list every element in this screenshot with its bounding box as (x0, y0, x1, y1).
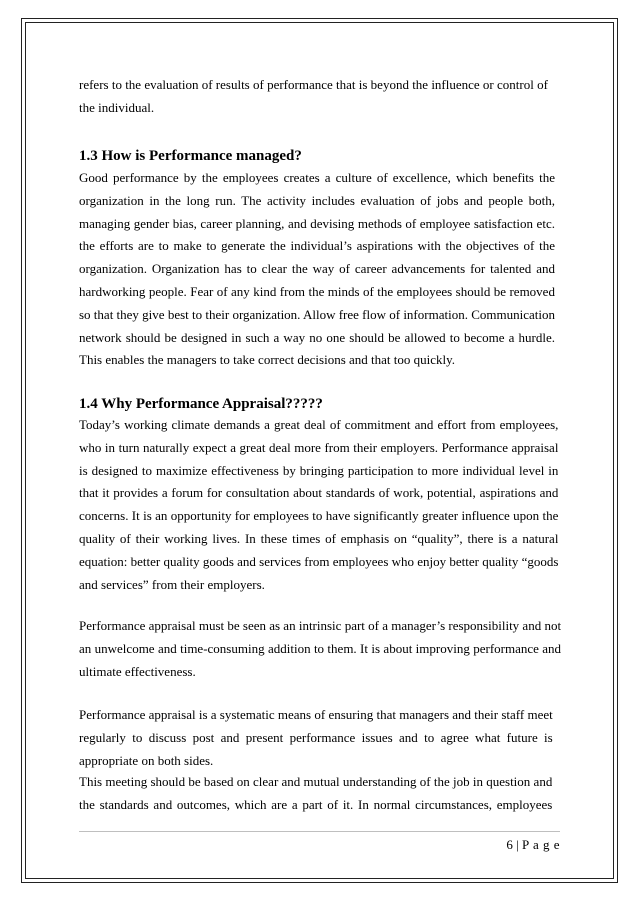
text-line: This meeting should be based on clear and mutual understanding of the job in question and (79, 774, 553, 789)
text-line: that it provides a forum for consultation about standards of work, potential, aspirations and (79, 485, 559, 501)
text-line: the efforts are to make to generate the individual’s aspirations with the objectives of the (79, 238, 555, 254)
section-1-4-paragraph-1 (79, 414, 558, 596)
text-line: This enables the managers to take correct decisions and that too quickly. (79, 352, 456, 368)
text-line: concerns. It is an opportunity for employees to have significantly greater influence upon the (79, 508, 559, 524)
footer-divider (79, 831, 560, 832)
text-line: refers to the evaluation of results of performance that is beyond the influence or control of (79, 77, 548, 92)
page-number: 6 (506, 837, 513, 852)
section-heading-1-4: 1.4 Why Performance Appraisal????? (79, 396, 323, 412)
text-line: so that they give best to their organization. Allow free flow of information. Communication (79, 306, 555, 322)
page-label: P a g e (521, 837, 560, 852)
text-line: Performance appraisal must be seen as an intrinsic part of a manager’s responsibility and not (79, 618, 562, 633)
text-line: organization. Organization has to clear the way of career advancements for talented and (79, 261, 555, 277)
text-line: the individual. (79, 99, 155, 115)
text-line: Performance appraisal is a systematic means of ensuring that managers and their staff meet (79, 707, 553, 722)
section-1-4-paragraph-2 (79, 615, 561, 683)
page-separator: | (516, 837, 519, 852)
section-1-4-paragraph-4 (79, 771, 552, 817)
text-line: the standards and outcomes, which are a part of it. In normal circumstances, employees (79, 796, 553, 812)
text-line: Good performance by the employees creates a culture of excellence, which benefits the (79, 170, 555, 185)
text-line: equation: better quality goods and services from employees who enjoy better quality “goods (79, 553, 559, 569)
text-line: and services” from their employers. (79, 576, 265, 592)
text-line: managing gender bias, career planning, and devising methods of employee satisfaction etc. (79, 215, 555, 231)
intro-paragraph (79, 74, 548, 120)
text-line: appropriate on both sides. (79, 752, 214, 768)
page-footer (79, 836, 560, 854)
text-line: network should be designed in such a way no one should be allowed to become a hurdle. (79, 329, 555, 345)
text-line: who in turn naturally expect a great deal more from their employers. Performance appraisal (79, 439, 559, 455)
section-1-4-paragraph-3 (79, 704, 553, 772)
text-line: is designed to maximize effectiveness by bringing participation to more individual level in (79, 462, 559, 478)
text-line: Today’s working climate demands a great deal of commitment and effort from employees, (79, 417, 559, 432)
text-line: ultimate effectiveness. (79, 663, 196, 679)
text-line: regularly to discuss post and present performance issues and to agree what future is (79, 729, 553, 745)
text-line: an unwelcome and time-consuming addition to them. It is about improving performance and (79, 640, 562, 656)
section-heading-1-3: 1.3 How is Performance managed? (79, 148, 302, 164)
text-line: organization in the long run. The activity includes evaluation of jobs and people both, (79, 192, 555, 208)
section-1-3-paragraph (79, 167, 555, 372)
text-line: quality of their working lives. In these times of emphasis on “quality”, there is a natural (79, 530, 559, 546)
text-line: hardworking people. Fear of any kind from the minds of the employees should be removed (79, 283, 555, 299)
